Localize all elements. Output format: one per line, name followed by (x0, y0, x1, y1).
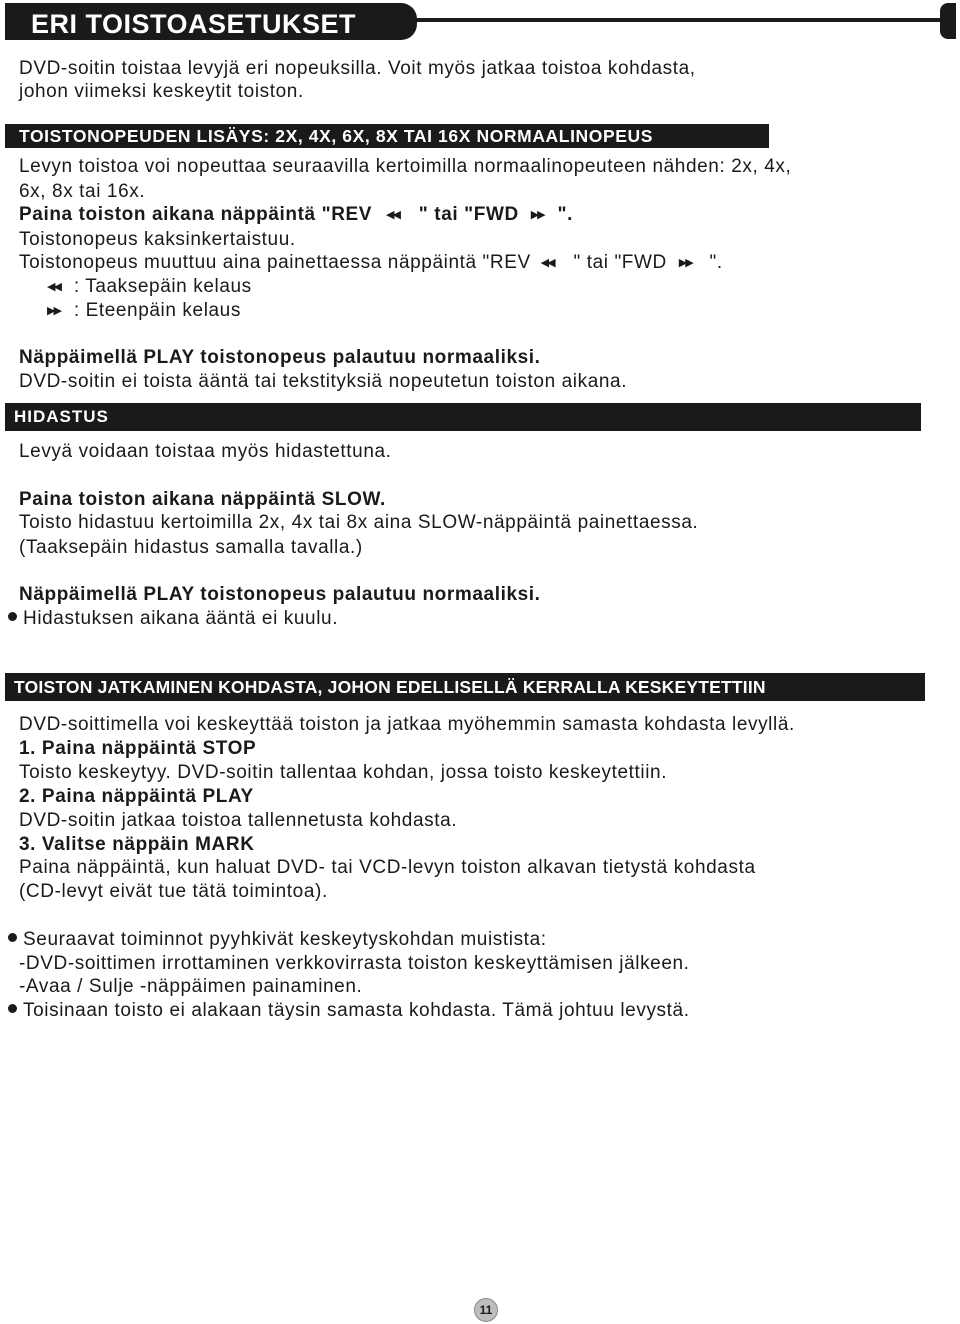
resume-note (8, 999, 690, 1023)
slow-press: Paina toiston aikana näppäintä SLOW. (19, 489, 386, 510)
resume-heading-bar (5, 673, 925, 701)
rewind-icon: ◀◀ (385, 209, 399, 221)
fwd-legend (47, 299, 241, 323)
speed-no-sound: DVD-soitin ei toista ääntä tai tekstityksiä nopeutetun toiston aikana. (19, 371, 628, 392)
slow-no-sound (8, 607, 338, 631)
bullet-icon (8, 612, 17, 621)
fast-forward-icon: ▶▶ (530, 209, 544, 221)
press-text-c: ". (557, 204, 574, 225)
page-title: ERI TOISTOASETUKSET (31, 9, 357, 39)
fwd-legend-text: : Eteenpäin kelaus (73, 300, 241, 321)
bullet-icon (8, 1004, 17, 1013)
changes-text-c: ". (709, 252, 723, 273)
rev-legend (47, 275, 252, 299)
title-banner (5, 3, 417, 40)
slow-heading-bar (5, 403, 921, 431)
rev-legend-text: : Taaksepäin kelaus (73, 276, 252, 297)
intro-line-1: DVD-soitin toistaa levyjä eri nopeuksilla. Voit myös jatkaa toistoa kohdasta, (19, 58, 696, 79)
step3-text-2: (CD-levyt eivät tue tätä toimintoa). (19, 881, 328, 902)
clear-item-1: -DVD-soittimen irrottaminen verkkovirrasta toiston keskeyttämisen jälkeen. (19, 953, 690, 974)
resume-desc: DVD-soittimella voi keskeyttää toiston ja jatkaa myöhemmin samasta kohdasta levyllä. (19, 714, 795, 735)
slow-no-sound-text: Hidastuksen aikana ääntä ei kuulu. (23, 608, 339, 629)
step1-text: Toisto keskeytyy. DVD-soitin tallentaa kohdan, jossa toisto keskeytettiin. (19, 762, 668, 783)
resume-note-text: Toisinaan toisto ei alakaan täysin samasta kohdasta. Tämä johtuu levystä. (23, 1000, 690, 1021)
rewind-icon: ◀◀ (540, 257, 554, 269)
fast-forward-icon: ▶▶ (678, 257, 692, 269)
slow-heading: HIDASTUS (14, 407, 109, 426)
slow-detail-1: Toisto hidastuu kertoimilla 2x, 4x tai 8x aina SLOW-näppäintä painettaessa. (19, 512, 699, 533)
clear-intro (8, 928, 547, 952)
speed-desc-1: Levyn toistoa voi nopeuttaa seuraavilla kertoimilla normaalinopeuteen nähden: 2x, 4x, (19, 156, 792, 177)
slow-detail-2: (Taaksepäin hidastus samalla tavalla.) (19, 537, 363, 558)
bullet-icon (8, 933, 17, 942)
step2-title: 2. Paina näppäintä PLAY (19, 786, 254, 807)
speed-doubles: Toistonopeus kaksinkertaistuu. (19, 229, 296, 250)
corner-tab (940, 3, 956, 39)
speed-desc-2: 6x, 8x tai 16x. (19, 181, 146, 202)
slow-play-note: Näppäimellä PLAY toistonopeus palautuu normaaliksi. (19, 584, 541, 605)
slow-desc: Levyä voidaan toistaa myös hidastettuna. (19, 441, 392, 462)
step2-text: DVD-soitin jatkaa toistoa tallennetusta kohdasta. (19, 810, 458, 831)
changes-text-b: " tai "FWD (573, 252, 667, 273)
resume-heading: TOISTON JATKAMINEN KOHDASTA, JOHON EDELLISELLÄ KERRALLA KESKEYTETTIIN (14, 677, 766, 697)
speed-changes-line (19, 251, 723, 275)
speed-heading-bar (5, 124, 769, 148)
press-text-b: " tai "FWD (418, 204, 519, 225)
speed-heading: TOISTONOPEUDEN LISÄYS: 2X, 4X, 6X, 8X TAI 16X NORMAALINOPEUS (19, 126, 654, 146)
fast-forward-icon: ▶▶ (47, 305, 60, 317)
step3-title: 3. Valitse näppäin MARK (19, 834, 255, 855)
changes-text-a: Toistonopeus muuttuu aina painettaessa näppäintä "REV (19, 252, 531, 273)
clear-intro-text: Seuraavat toiminnot pyyhkivät keskeytyskohdan muistista: (23, 929, 547, 950)
step3-text-1: Paina näppäintä, kun haluat DVD- tai VCD-levyn toiston alkavan tietystä kohdasta (19, 857, 756, 878)
intro-line-2: johon viimeksi keskeytit toiston. (19, 81, 304, 102)
speed-press-line (19, 203, 573, 227)
clear-item-2: -Avaa / Sulje -näppäimen painaminen. (19, 976, 363, 997)
speed-play-note: Näppäimellä PLAY toistonopeus palautuu normaaliksi. (19, 347, 541, 368)
title-rule (405, 18, 956, 22)
step1-title: 1. Paina näppäintä STOP (19, 738, 257, 759)
page-number: 11 (474, 1298, 498, 1322)
rewind-icon: ◀◀ (47, 281, 60, 293)
press-text-a: Paina toiston aikana näppäintä "REV (19, 204, 373, 225)
